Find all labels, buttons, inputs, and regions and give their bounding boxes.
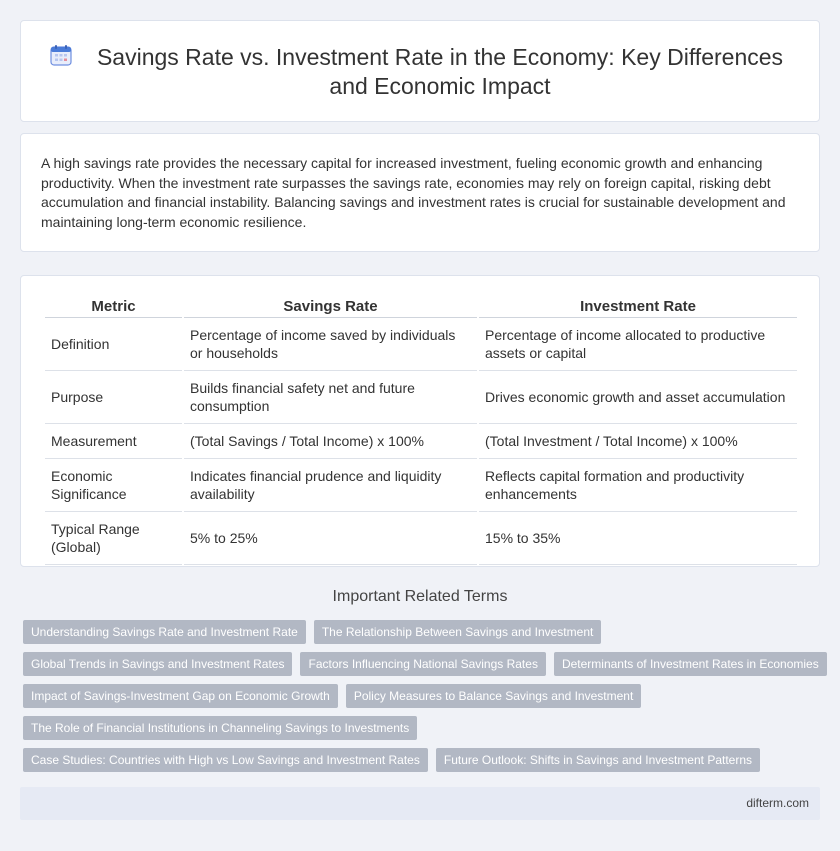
- table-cell: Builds financial safety net and future consumption: [184, 371, 477, 424]
- table-cell: Definition: [45, 318, 182, 371]
- table-cell: Indicates financial prudence and liquidity availability: [184, 459, 477, 512]
- table-row: [45, 318, 797, 371]
- header-metric: Metric: [45, 296, 182, 318]
- table-cell: Purpose: [45, 371, 182, 424]
- header-investment-rate: Investment Rate: [479, 296, 797, 318]
- intro-card: [20, 133, 820, 252]
- footer: [20, 787, 820, 820]
- related-term-tag[interactable]: Impact of Savings-Investment Gap on Economic Growth: [23, 684, 338, 708]
- table-cell: Typical Range (Global): [45, 512, 182, 565]
- table-cell: Measurement: [45, 424, 182, 459]
- related-term-tag[interactable]: Policy Measures to Balance Savings and Investment: [346, 684, 641, 708]
- table-cell: Economic Significance: [45, 459, 182, 512]
- header-savings-rate: Savings Rate: [184, 296, 477, 318]
- related-term-tag[interactable]: The Role of Financial Institutions in Channeling Savings to Investments: [23, 716, 417, 740]
- table-cell: Percentage of income allocated to productive assets or capital: [479, 318, 797, 371]
- related-term-tag[interactable]: Determinants of Investment Rates in Economies: [554, 652, 827, 676]
- related-terms-heading: Important Related Terms: [332, 588, 508, 605]
- comparison-card: [20, 275, 820, 567]
- table-cell: (Total Savings / Total Income) x 100%: [184, 424, 477, 459]
- footer-site-link[interactable]: difterm.com: [746, 796, 809, 810]
- table-cell: Reflects capital formation and productivity enhancements: [479, 459, 797, 512]
- page-title: Savings Rate vs. Investment Rate in the Economy: Key Differences and Economic Impact: [96, 44, 784, 99]
- table-row: [45, 459, 797, 512]
- table-cell: 15% to 35%: [479, 512, 797, 565]
- related-term-tag[interactable]: Global Trends in Savings and Investment Rates: [23, 652, 292, 676]
- related-terms-list: [23, 620, 823, 780]
- table-header-row: [45, 296, 797, 318]
- related-term-tag[interactable]: Factors Influencing National Savings Rates: [300, 652, 545, 676]
- related-term-tag[interactable]: The Relationship Between Savings and Investment: [314, 620, 602, 644]
- table-cell: 5% to 25%: [184, 512, 477, 565]
- table-cell: Percentage of income saved by individuals or households: [184, 318, 477, 371]
- related-term-tag[interactable]: Understanding Savings Rate and Investment Rate: [23, 620, 306, 644]
- table-row: [45, 512, 797, 565]
- comparison-table: [43, 296, 799, 565]
- table-row: [45, 424, 797, 459]
- intro-paragraph: A high savings rate provides the necessary capital for increased investment, fueling economic growth and enhancing productivity. When the investment rate surpasses the savings rate, economies may rely on foreign capital, risking debt accumulation and financial instability. Balancing savings and investment rates is crucial for sustainable development and maintaining long-term economic resilience.: [41, 155, 786, 230]
- title-card: [20, 20, 820, 122]
- table-row: [45, 371, 797, 424]
- table-cell: Drives economic growth and asset accumulation: [479, 371, 797, 424]
- related-term-tag[interactable]: Case Studies: Countries with High vs Low Savings and Investment Rates: [23, 748, 428, 772]
- related-term-tag[interactable]: Future Outlook: Shifts in Savings and Investment Patterns: [436, 748, 760, 772]
- table-cell: (Total Investment / Total Income) x 100%: [479, 424, 797, 459]
